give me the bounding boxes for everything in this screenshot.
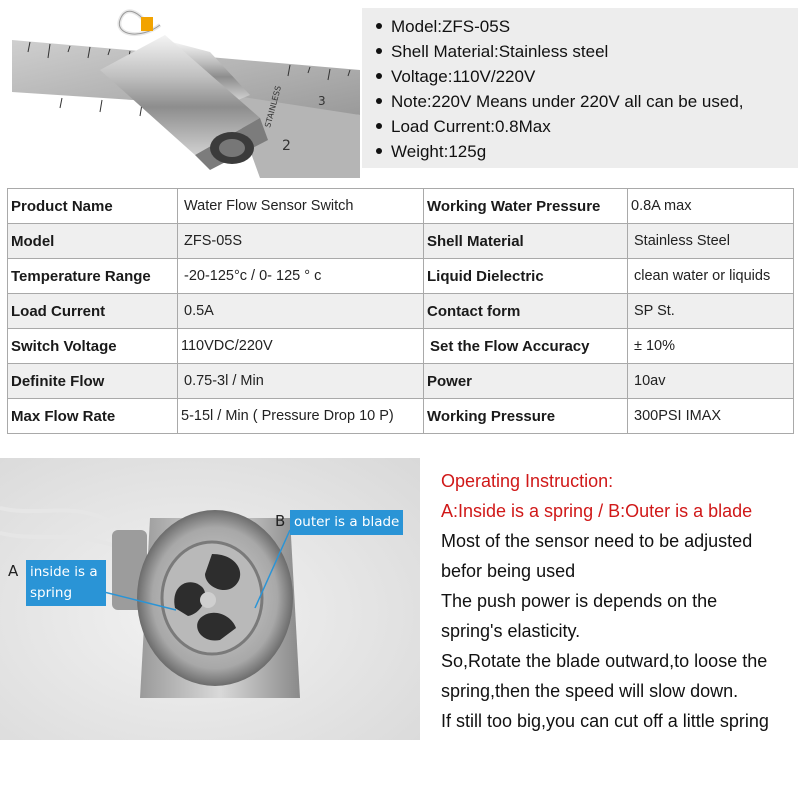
ruler-mark-2: 2 xyxy=(282,138,291,154)
callout-b-letter: B xyxy=(275,512,286,530)
callout-b-text: outer is a blade xyxy=(294,514,400,530)
table-row xyxy=(8,259,794,294)
product-photo xyxy=(0,0,360,178)
table-row xyxy=(8,364,794,399)
instruction-line: If still too big,you can cut off a little spring xyxy=(441,711,769,731)
callout-a xyxy=(26,560,106,606)
instructions-title: Operating Instruction: xyxy=(441,471,614,491)
table-cell-key: Shell Material xyxy=(424,224,628,259)
table-cell-value: 10av xyxy=(628,364,794,399)
table-cell-value: 5-15l / Min ( Pressure Drop 10 P) xyxy=(178,399,424,434)
table-cell-key: Model xyxy=(8,224,178,259)
operating-instructions xyxy=(441,466,797,736)
bullet-icon xyxy=(376,98,382,104)
table-cell-value: clean water or liquids xyxy=(628,259,794,294)
table-cell-key: Power xyxy=(424,364,628,399)
spec-item xyxy=(376,14,798,39)
instructions-subtitle: A:Inside is a spring / B:Outer is a blade xyxy=(441,501,753,521)
spec-item xyxy=(376,64,798,89)
table-cell-value: ± 10% xyxy=(628,329,794,364)
table-cell-value: -20-125°c / 0- 125 ° c xyxy=(178,259,424,294)
table-cell-value: ZFS-05S xyxy=(178,224,424,259)
spec-model: Model:ZFS-05S xyxy=(391,17,511,36)
spec-voltage: Voltage:110V/220V xyxy=(391,67,536,86)
instruction-line: spring's elasticity. xyxy=(441,621,581,641)
table-cell-value: Stainless Steel xyxy=(628,224,794,259)
bullet-icon xyxy=(376,73,382,79)
table-cell-key: Product Name xyxy=(8,189,178,224)
spec-item xyxy=(376,114,798,139)
table-cell-value: 300PSI IMAX xyxy=(628,399,794,434)
table-row xyxy=(8,399,794,434)
table-cell-value: Water Flow Sensor Switch xyxy=(178,189,424,224)
bullet-icon xyxy=(376,48,382,54)
table-cell-value: 110VDC/220V xyxy=(178,329,424,364)
table-cell-key: Switch Voltage xyxy=(8,329,178,364)
callout-a-letter: A xyxy=(8,562,19,580)
instruction-line: Most of the sensor need to be adjusted xyxy=(441,531,753,551)
bullet-icon xyxy=(376,123,382,129)
instruction-line: So,Rotate the blade outward,to loose the xyxy=(441,651,768,671)
table-cell-value: 0.5A xyxy=(178,294,424,329)
instruction-line: befor being used xyxy=(441,561,576,581)
spec-note: Note:220V Means under 220V all can be used, xyxy=(391,92,744,111)
ruler-mark-3: 3 xyxy=(318,94,326,108)
spec-weight: Weight:125g xyxy=(391,142,487,161)
table-cell-key: Max Flow Rate xyxy=(8,399,178,434)
table-cell-key: Working Water Pressure xyxy=(424,189,628,224)
table-cell-key: Set the Flow Accuracy xyxy=(424,329,628,364)
sensor-on-ruler-illustration xyxy=(0,0,360,178)
table-cell-key: Working Pressure xyxy=(424,399,628,434)
callout-b xyxy=(290,510,403,535)
table-cell-value: 0.75-3l / Min xyxy=(178,364,424,399)
callout-a-text: spring xyxy=(30,585,73,601)
table-row xyxy=(8,224,794,259)
table-row xyxy=(8,294,794,329)
table-row xyxy=(8,189,794,224)
wire-clip xyxy=(141,17,153,31)
instruction-line: The push power is depends on the xyxy=(441,591,718,611)
spec-item xyxy=(376,39,798,64)
callout-a-text: inside is a xyxy=(30,564,98,580)
instruction-line: spring,then the speed will slow down. xyxy=(441,681,739,701)
table-cell-key: Liquid Dielectric xyxy=(424,259,628,294)
table-cell-key: Contact form xyxy=(424,294,628,329)
bullet-icon xyxy=(376,23,382,29)
table-cell-key: Definite Flow xyxy=(8,364,178,399)
closeup-photo xyxy=(0,458,420,740)
spec-shell-material: Shell Material:Stainless steel xyxy=(391,42,609,61)
spec-table xyxy=(7,188,794,434)
spec-item xyxy=(376,89,798,114)
table-cell-key: Load Current xyxy=(8,294,178,329)
spec-item xyxy=(376,139,798,164)
table-cell-value: 0.8A max xyxy=(628,189,794,224)
spec-list xyxy=(362,8,798,168)
table-cell-key: Temperature Range xyxy=(8,259,178,294)
table-row xyxy=(8,329,794,364)
spec-load-current: Load Current:0.8Max xyxy=(391,117,551,136)
ruler-brand: STAINLESS xyxy=(263,84,284,129)
bullet-icon xyxy=(376,148,382,154)
table-cell-value: SP St. xyxy=(628,294,794,329)
